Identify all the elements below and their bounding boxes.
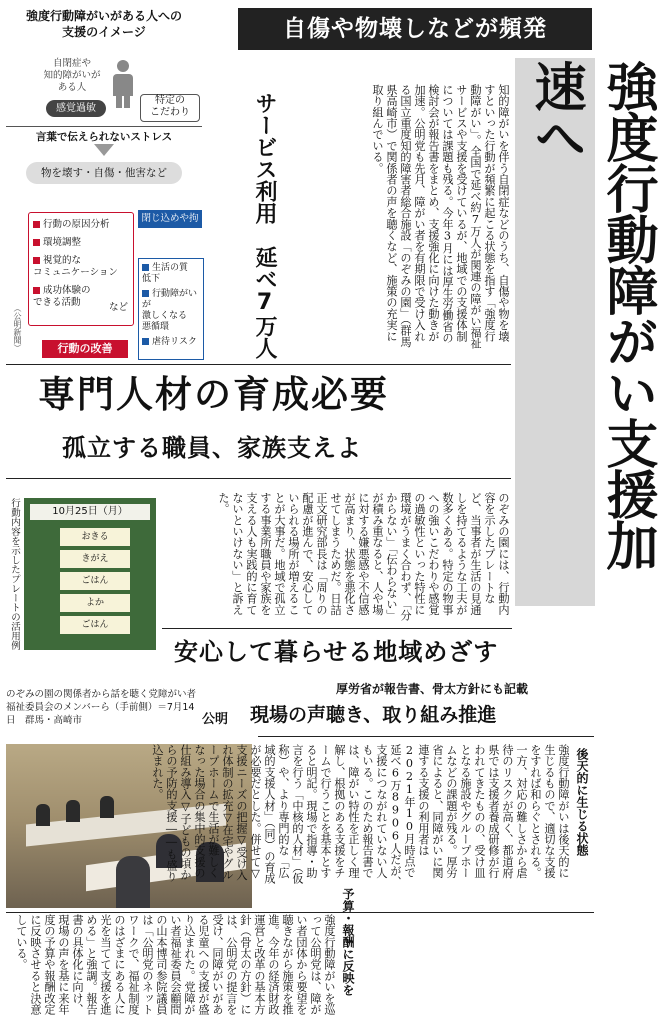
acquired-article-cont (258, 744, 378, 888)
improvement-label: 行動の改善 (42, 340, 128, 358)
support-item: 成功体験の できる活動 (33, 285, 91, 308)
support-box (28, 212, 134, 326)
acquired-article-tail (360, 914, 592, 1020)
report-subhead: 厚労省が報告書、骨太方針にも記載 (335, 682, 528, 696)
plate-photo (24, 498, 156, 650)
risk-item: 生活の質 低下 (142, 263, 189, 284)
acquired-article: 強度行動障がいは後天的に生じるもので、適切な支援をすれば和らぐとされる。一方、対応の難しさから虐待のリスクが高く、都道府県では支援者養成研修が行われてきたものの、受け皿となる施設やグループホームなどの課題が残る。厚労省によると、同障がいに関連する支援の利用者は2021年10月時点で延べ6万8906人だが、支援につながれていない人もいる。このため報告書では、障がい特性を正しく理解し、根拠のある支援をチームで行うことを基本とすると明記。現場で指導・助言を行う「中核的人材」（仮称）や、より専門的な「広域的支援人材」（同）の育成が必要だとした。併せて▽支援ニーズの把握▽受け入れ体制の拡充▽在宅やグループホームで生活が難しくなった場合の集中的支援の仕組み導入▽子どもの頃からの予防的支援――も盛り込まれた。 (151, 744, 570, 888)
budget-article: 強度行動障がいを巡って公明党は、障がい者団体から要望を聴きながら施策を推進。今年の経済財政運営と改革の基本方針（骨太の方針）には、公明党の提言を受け、同障がいがある児童への支援が盛り込まれた。党障がい者福祉委員会顧問の山本博司参院議員は「公明党のネットワークで、福祉制度のはざまにある人に光を当てて支援を進める」と強調。報告書の具体化に向け、現場の声を基に来年度の予算や報酬改定に反映させると決意している。 (15, 914, 336, 1015)
divider (258, 736, 594, 737)
plate-date: 10月25日（月） (30, 504, 150, 520)
acquired-subhead: 後天的に生じる状態 (575, 748, 589, 856)
stress-label: 言葉で伝えられないストレス (6, 126, 202, 144)
banner-headline: 自傷や物壊しなどが頻発 (238, 8, 592, 50)
plate-item: ごはん (60, 572, 130, 590)
infographic (6, 4, 202, 360)
risk-box (138, 258, 204, 360)
expert-headline: 専門人材の育成必要 (38, 372, 389, 416)
infographic-title: 強度行動障がいがある人への 支援のイメージ (25, 9, 182, 39)
person-icon (110, 60, 136, 108)
lead-article: 知的障がいを伴う自閉症などのうち、自傷や物を壊すといった行動が頻繁に起こる状態を指す「強度行動障がい」。全国で延べ約7万人が関連の障がい福祉サービスや支援を受けているが、地域での支援体制については課題も残る。今年3月には厚生労働省の検討会が報告書をまとめ、支援強化に向けた動きが加速。公明党も先月、障がい者を有期限で受け入れる国立重度知的障害者総合施設「のぞみの園」（群馬県高崎市）で関係者の声を聴くなど、施策の充実に取り組んでいる。 (371, 84, 510, 349)
region-headline: 安心して暮らせる地域めざす (174, 637, 499, 666)
confinement-label: 閉じ込めや拘束 (138, 210, 202, 228)
person-caption: 自閉症や 知的障がいが ある人 (43, 58, 101, 93)
divider (6, 364, 511, 365)
plate-item: ごはん (60, 616, 130, 634)
tag-obsession: 特定の こだわり (140, 94, 200, 122)
divider (162, 628, 512, 629)
tag-sensory: 感覚過敏 (46, 100, 106, 117)
budget-subhead: 予算・報酬に反映を (341, 888, 355, 996)
divider (6, 912, 594, 913)
main-headline: 強度行動障がい支援加速へ (525, 60, 657, 570)
plate-item: おきる (60, 528, 130, 546)
nozomi-article: のぞみの園には、行動内容を示したプレートなど、当事者が生活の見通しを持てるような工夫が数多くある。特定の物事への強いこだわりや感覚の過敏性といった特性に環境がうまく合わず、「分からない」「伝わらない」が積み重なると、人や場に対する嫌悪感や不信感が高まり、状態を悪化させてしまうためだ。日詰正文研究部長は「周りの配慮が進んで、安心していられる場所が増えることが大事だ。地域で孤立する事業所職員や家族を支える人も実践的に育てないといけない」と訴えた。 (217, 492, 510, 621)
support-item: 環境調整 (33, 237, 81, 249)
divider (6, 478, 511, 479)
risk-item: 行動障がいが 激しくなる 悪循環 (142, 289, 198, 332)
down-arrow-icon (94, 144, 114, 156)
risk-item: 虐待リスク (142, 337, 197, 348)
voices-headline: 現場の声聴き、取り組み推進 (250, 704, 497, 726)
plate-item: きがえ (60, 550, 130, 568)
service-headline: サービス利用 延べ7万人 (252, 92, 277, 359)
support-etc: など (109, 302, 129, 313)
plate-item: よか (60, 594, 130, 612)
plate-caption: 行動内容を示したプレートの活用例 (9, 498, 20, 650)
meeting-caption: のぞみの園の関係者から話を聴く党障がい者福祉委員会のメンバーら（手前側）＝7月14日 群馬・高崎市 (6, 689, 197, 726)
support-item: 行動の原因分析 (33, 219, 110, 231)
party-label: 公明 (202, 712, 229, 727)
behaviors-label: 物を壊す・自傷・他害など (26, 162, 182, 184)
isolated-headline: 孤立する職員、家族支えよ (62, 433, 362, 462)
infographic-source: （公明新聞） (13, 304, 22, 352)
support-item: 視覚的な コミュニケーション (33, 255, 118, 278)
